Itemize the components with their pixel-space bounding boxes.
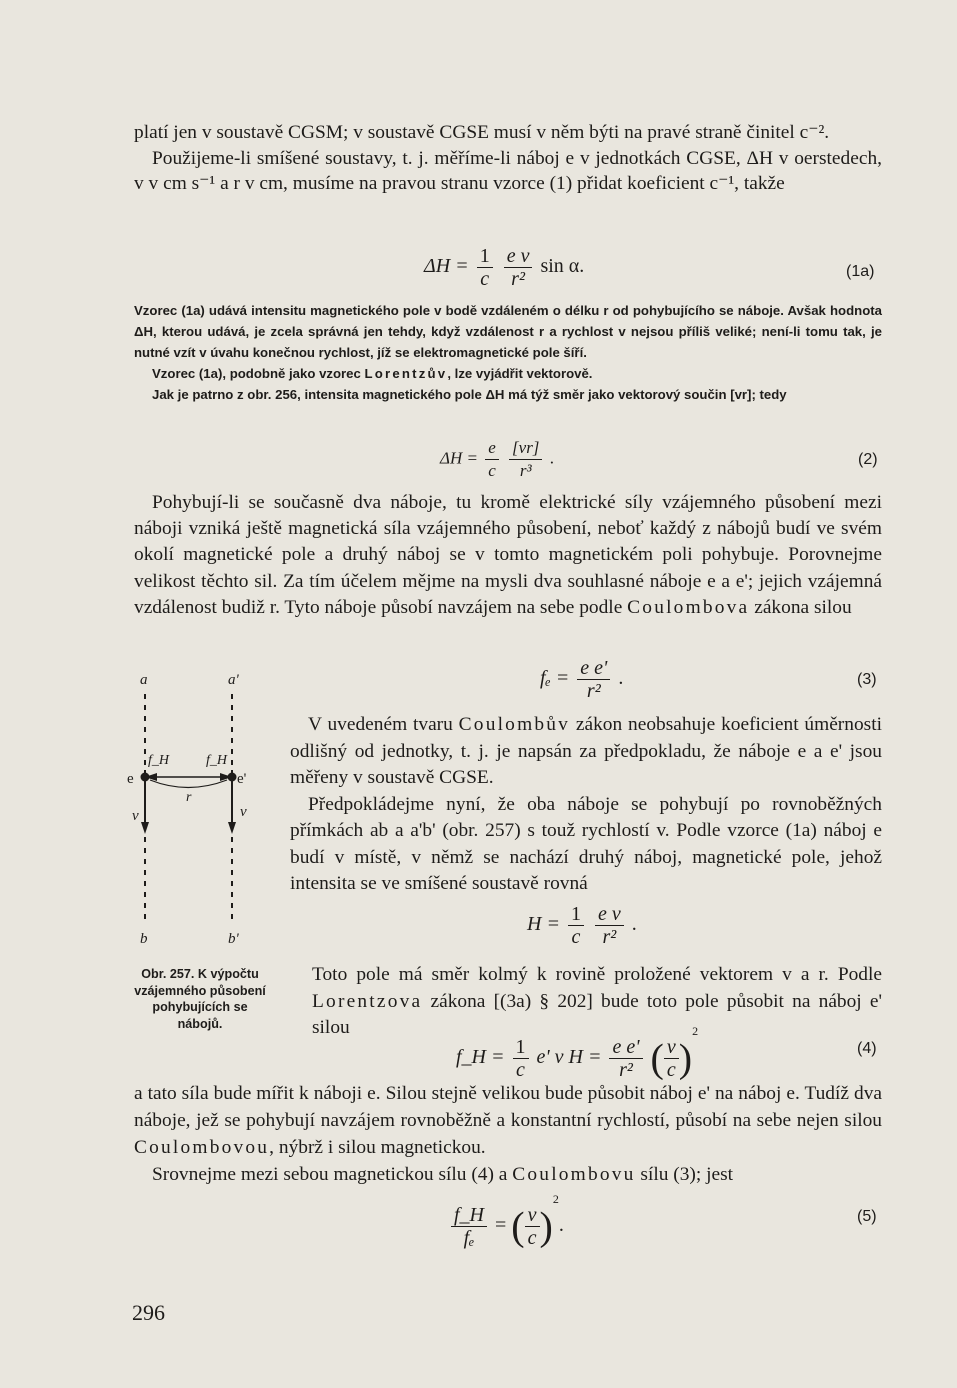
equation-3: fₑ = $\frac{\text{e e'}}{\text{r²}}$ . bbox=[540, 657, 624, 702]
page-number: 296 bbox=[132, 1300, 165, 1325]
equation-label-1a: (1a) bbox=[846, 263, 875, 280]
label-v-left: v bbox=[132, 808, 139, 824]
small-paragraph-2: Vzorec (1a), podobně jako vzorec Lorentzův, lze vyjádřit vektorově. bbox=[152, 366, 593, 381]
equation-label-4: (4) bbox=[857, 1040, 877, 1057]
label-a-prime: a' bbox=[228, 672, 239, 688]
label-r: r bbox=[186, 790, 192, 805]
small-paragraph-3: Jak je patrno z obr. 256, intensita magnetického pole ΔH má týž směr jako vektorový součin [vr]; tedy bbox=[152, 387, 787, 402]
paragraph-5: Předpokládejme nyní, že oba náboje se pohybují po rovnoběžných přímkách ab a a'b' (obr. 257) s touž rychlostí v. Podle vzorce (1a) náboj e budí v místě, v němž se nachází druhý náboj, magnetické pole, jehož intensita se ve smíšené soustavě rovná bbox=[290, 793, 882, 894]
small-paragraph-1: Vzorec (1a) udává intensitu magnetického pole v bodě vzdáleném o délku r od pohybujícího se náboje. Avšak hodnota ΔH, kterou udává, je zcela správná jen tehdy, když vzdálenost r a rychlost v nejsou příliš veliké; není-li tomu tak, je nutné vzít v úvahu konečnou rychlost, jíž se elektromagnetické pole šíří. bbox=[134, 303, 882, 360]
paragraph-3: Pohybují-li se současně dva náboje, tu kromě elektrické síly vzájemného působení mezi náboji vzniká ještě magnetická síla vzájemného působení, neboť každý z nábojů budí ve svém okolí magnetické pole a druhý náboj se v tomto magnetickém poli pohybuje. Porovnejme velikost těchto sil. Za tím účelem mějme na mysli dva souhlasné náboje e a e'; jejich vzájemná vzdálenost budiž r. Tyto náboje působí navzájem na sebe podle Coulombova zákona silou bbox=[134, 492, 882, 618]
equation-5: $\frac{f\_H}{\text{fₑ}}$ = ( $\frac{v}{c}$ )$^2$. bbox=[448, 1192, 564, 1249]
label-v-right: v bbox=[240, 804, 247, 820]
equation-label-5: (5) bbox=[857, 1208, 877, 1225]
text-block-bottom bbox=[134, 1080, 882, 1188]
paragraph-6: Toto pole má směr kolmý k rovině proložené vektorem v a r. Podle Lorentzova zákona [(3a) § 202] bude toto pole působit na náboj e' silou bbox=[312, 964, 882, 1038]
equation-2: ΔH = $\frac{e}{c}$ $\frac{[vr]}{\text{r³}}$ . bbox=[440, 438, 554, 480]
text-block-right bbox=[290, 712, 882, 898]
equation-label-2: (2) bbox=[858, 451, 878, 468]
paragraph-7: a tato síla bude mířit k náboji e. Silou stejně velikou bude působit náboj e' na náboj e. Tudíž dva náboje, jež se pohybují navzájem rovnoběžně a konstantní rychlostí, působí na sebe nejen silou Coulombovou, nýbrž i silou magnetickou. bbox=[134, 1083, 882, 1158]
label-e-prime: e' bbox=[237, 771, 247, 787]
paragraph-2: Použijeme-li smíšené soustavy, t. j. měříme-li náboj e v jednotkách CGSE, ΔH v oerstedech, v v cm s⁻¹ a r v cm, musíme na pravou stranu vzorce (1) přidat koeficient c⁻¹, takže bbox=[134, 147, 882, 195]
label-b: b bbox=[140, 931, 148, 947]
label-e: e bbox=[127, 771, 134, 787]
figure-caption: Obr. 257. K výpočtu vzájemného působení pohybujících se nábojů. bbox=[134, 967, 266, 1031]
figure-257-diagram bbox=[120, 670, 270, 955]
label-a: a bbox=[140, 672, 148, 688]
label-b-prime: b' bbox=[228, 931, 239, 947]
paragraph-4: V uvedeném tvaru Coulombův zákon neobsahuje koeficient úměrnosti odlišný od jednotky, t. j. je napsán za předpokladu, že náboje e a e' jsou měřeny v soustavě CGSE. bbox=[290, 714, 882, 788]
equation-h: H = $\frac{1}{c}$ $\frac{\text{e v}}{\text{r²}}$ . bbox=[527, 903, 637, 948]
paragraph-1: platí jen v soustavě CGSM; v soustavě CGSE musí v něm býti na pravé straně činitel c⁻². bbox=[134, 122, 830, 143]
text-block-top bbox=[134, 120, 882, 197]
equation-label-3: (3) bbox=[857, 671, 877, 688]
label-fh-right: f_H bbox=[206, 753, 227, 768]
small-text-block bbox=[134, 300, 882, 405]
label-fh-left: f_H bbox=[148, 753, 169, 768]
text-block-middle bbox=[134, 490, 882, 621]
paragraph-8: Srovnejme mezi sebou magnetickou sílu (4) a Coulombovu sílu (3); jest bbox=[152, 1164, 734, 1185]
equation-4: f_H = $\frac{1}{c}$ e' v H = $\frac{\text{e e'}}{\text{r²}}$ ( $\frac{v}{c}$ )$^2$ bbox=[456, 1024, 699, 1081]
equation-1a: ΔH = $\frac{1}{c}$ $\frac{\text{e v}}{\text{r²}}$ sin α. bbox=[424, 245, 585, 290]
